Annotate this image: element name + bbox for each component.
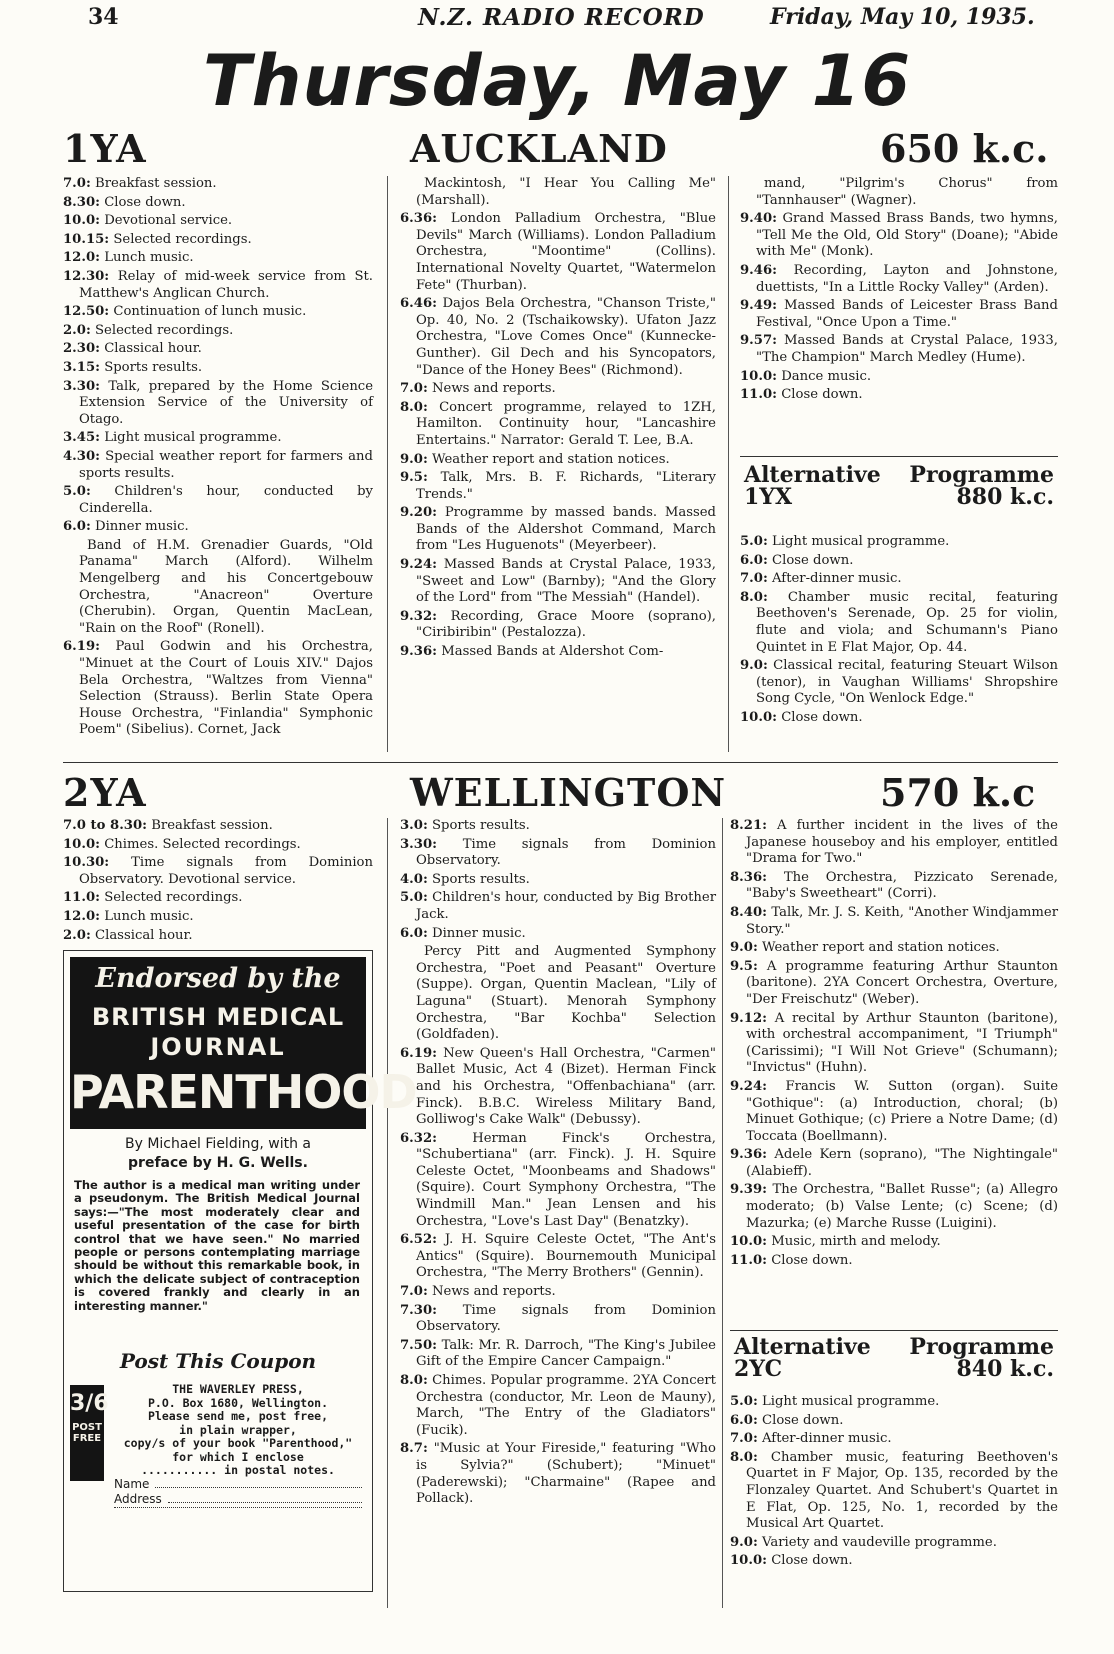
auckland-column-2 (400, 176, 716, 663)
programme-time: 9.5: (400, 470, 428, 486)
programme-description: Light musical programme. (104, 430, 282, 446)
programme-time: 9.20: (400, 505, 437, 521)
programme-entry (400, 296, 716, 379)
programme-time: 7.0: (740, 571, 768, 587)
programme-entry (730, 870, 1058, 903)
programme-entry (740, 571, 1058, 588)
programme-time: 3.15: (63, 359, 100, 375)
programme-entry (730, 1431, 1058, 1448)
programme-entry (400, 1131, 716, 1231)
programme-description: After-dinner music. (762, 1431, 892, 1447)
programme-entry (730, 1394, 1058, 1411)
programme-entry (740, 369, 1058, 386)
programme-time: 5.0: (740, 534, 768, 549)
programme-entry (730, 1079, 1058, 1145)
programme-description: Dinner music. (432, 925, 526, 941)
programme-description: A further incident in the lives of the Japanese houseboy and his employer, entitled "Drama for Two." (746, 818, 1058, 867)
programme-entry (400, 452, 716, 469)
programme-description: Lunch music. (104, 908, 194, 924)
programme-description: Massed Bands at Crystal Palace, 1933, "Sweet and Low" (Barnby); "And the Glory of the Lord" from "The Messiah" (Handel). (416, 557, 716, 606)
programme-entry (63, 323, 373, 340)
programme-entry (740, 710, 1058, 727)
programme-description: Selected recordings. (104, 890, 243, 906)
alt-rule-1yx (740, 456, 1058, 457)
programme-description: Sports results. (432, 818, 530, 833)
programme-entry (63, 855, 373, 888)
ad-banner (70, 957, 417, 1129)
programme-entry (730, 1182, 1058, 1232)
programme-time: 9.0: (730, 1534, 758, 1550)
programme-entry (63, 269, 373, 302)
programme-description: London Palladium Orchestra, "Blue Devils" March (Williams). London Palladium Orchestra, "Moontime" (Collins). International Novelty Quartet, "Watermelon Fete" (Thurban). (416, 211, 716, 293)
programme-time: 8.0: (400, 399, 428, 415)
programme-description: mand, "Pilgrim's Chorus" from "Tannhauser" (Wagner). (756, 176, 1058, 208)
programme-time: 9.57: (740, 333, 777, 349)
programme-description: Percy Pitt and Augmented Symphony Orchestra, "Poet and Peasant" Overture (Suppe). Organ, Quentin Maclean, "Lily of Laguna" (Stuart). Menorah Symphony Orchestra, "Bar Kochba" Selection (Goldfaden). (416, 944, 716, 1043)
city-wellington: WELLINGTON (410, 770, 727, 815)
programme-description: New Queen's Hall Orchestra, "Carmen" Ballet Music, Act 4 (Bizet). Herman Finck and his Orchestra, "Offenbachiana" (arr. Finck). B.B.C. Wireless Military Band, Golliwog's Cake Walk" (Debussy). (416, 1045, 716, 1128)
programme-description: Continuation of lunch music. (113, 304, 307, 320)
programme-description: Close down. (762, 1412, 844, 1428)
programme-description: Light musical programme. (762, 1394, 940, 1409)
programme-description: Dance music. (781, 368, 872, 384)
programme-time: 9.39: (730, 1182, 767, 1198)
section-rule (63, 762, 1058, 763)
programme-entry (740, 387, 1058, 404)
programme-entry (740, 211, 1058, 261)
programme-description: Chimes. Popular programme. 2YA Concert Orchestra (conductor, Mr. Leon de Mauny), March, "The Entry of the Gladiators" (Fucik). (416, 1373, 716, 1438)
ad-address-field-2[interactable] (114, 1507, 362, 1508)
programme-time: 9.36: (730, 1147, 767, 1163)
programme-time: 3.0: (400, 818, 428, 833)
ad-byline-2: preface by H. G. Wells. (128, 1155, 308, 1171)
programme-time: 8.21: (730, 818, 767, 833)
programme-description: Band of H.M. Grenadier Guards, "Old Panama" March (Alford). Wilhelm Mengelberg and his Concertgebouw Orchestra, "Anacreon" Overture (Cherubin). Organ, Quentin MacLean, "Rain on the Roof" (Ronell). (79, 537, 373, 636)
programme-entry (63, 430, 373, 447)
programme-time: 12.0: (63, 250, 100, 266)
programme-entry (730, 1450, 1058, 1533)
ad-byline-1: By Michael Fielding, with a (124, 1136, 311, 1152)
programme-time: 7.0: (63, 176, 91, 191)
ad-name-row (114, 1477, 362, 1492)
programme-description: Sports results. (432, 871, 530, 887)
wellington-column-1 (63, 818, 373, 946)
programme-time: 4.30: (63, 448, 100, 464)
programme-time: 9.36: (400, 644, 437, 660)
programme-time: 12.30: (63, 268, 110, 284)
programme-description: The Orchestra, Pizzicato Serenade, "Baby's Sweetheart" (Corri). (746, 869, 1058, 902)
programme-entry (63, 250, 373, 267)
programme-description: Dinner music. (95, 519, 189, 535)
ad-address-row (114, 1492, 362, 1507)
programme-entry (63, 176, 373, 193)
programme-entry (400, 837, 716, 870)
programme-description: News and reports. (432, 381, 556, 397)
ad-coupon-form (114, 1383, 362, 1478)
programme-time: 5.0: (730, 1394, 758, 1409)
programme-time: 8.36: (730, 869, 767, 885)
programme-time: 9.0: (400, 451, 428, 467)
ad-coupon-heading: Post This Coupon (119, 1349, 317, 1373)
ad-form-line: copy/s of your book "Parenthood," for which I enclose (123, 1436, 353, 1464)
programme-entry (63, 449, 373, 482)
programme-time: 8.0: (730, 1449, 758, 1465)
column-divider (722, 818, 723, 1608)
programme-description: Selected recordings. (113, 231, 252, 247)
programme-time: 10.0: (730, 1553, 767, 1569)
ad-endorsed: Endorsed by the (95, 963, 341, 994)
programme-entry (400, 381, 716, 398)
programme-entry (63, 837, 373, 854)
programme-entry (730, 1535, 1058, 1552)
programme-entry (740, 534, 1058, 551)
programme-description: Light musical programme. (772, 534, 950, 549)
programme-description: Recording, Grace Moore (soprano), "Ciribiribin" (Pestalozza). (416, 608, 716, 641)
programme-entry (63, 304, 373, 321)
programme-entry (400, 944, 716, 1044)
ad-form-line: P.O. Box 1680, Wellington. (147, 1395, 328, 1410)
programme-entry (63, 379, 373, 429)
page-number: 34 (88, 4, 119, 30)
programme-entry (63, 538, 373, 638)
programme-time: 9.32: (400, 608, 437, 624)
alt-programme-1yx (744, 462, 1054, 510)
programme-entry (400, 926, 716, 943)
programme-time: 9.0: (740, 658, 768, 674)
programme-description: Close down. (771, 1252, 853, 1268)
programme-time: 9.5: (730, 958, 758, 974)
alt-rule-2yc (730, 1330, 1058, 1331)
programme-time: 9.24: (400, 557, 437, 573)
column-divider (728, 176, 729, 752)
programme-time: 10.0: (63, 213, 100, 229)
programme-description: Time signals from Dominion Observatory. (416, 1302, 716, 1335)
alt-frequency-840: 840 k.c. (956, 1356, 1054, 1382)
programme-description: Close down. (772, 552, 854, 568)
programme-entry (740, 590, 1058, 656)
programme-description: Mackintosh, "I Hear You Calling Me" (Marshall). (416, 176, 716, 208)
programme-entry (730, 959, 1058, 1009)
programme-time: 9.46: (740, 262, 777, 278)
programme-time: 12.0: (63, 908, 100, 924)
programme-description: Weather report and station notices. (432, 451, 670, 467)
column-divider (387, 818, 388, 1608)
programme-description: The Orchestra, "Ballet Russe"; (a) Allegro moderato; (b) Valse Lente; (c) Scene; (d) Mazurka; (e) Marche Russe (Luigini). (746, 1182, 1058, 1231)
column-divider (387, 176, 388, 752)
programme-entry (63, 360, 373, 377)
wellington-column-2 (400, 818, 716, 1510)
programme-time: 8.30: (63, 194, 100, 210)
programme-description: Classical recital, featuring Steuart Wilson (tenor), in Vaughan Williams' Shropshire Song Cycle, "On Wenlock Edge." (756, 658, 1058, 707)
alt-station-1yx: 1YX (744, 484, 793, 510)
programme-time: 12.50: (63, 304, 110, 320)
day-title: Thursday, May 16 (202, 40, 912, 122)
ad-address-label: Address (114, 1492, 162, 1506)
programme-entry (730, 1234, 1058, 1251)
programme-time: 11.0: (740, 387, 777, 403)
programme-entry (400, 890, 716, 923)
alt-label: Alternative (734, 1334, 871, 1360)
programme-time: 6.32: (400, 1130, 437, 1146)
programme-entry (400, 400, 716, 450)
ad-post-free: POST FREE (72, 1422, 102, 1444)
ad-form-line: Please send me, post free, (147, 1409, 328, 1423)
programme-entry (730, 940, 1058, 957)
masthead: N.Z. RADIO RECORD (418, 4, 705, 31)
programme-description: Selected recordings. (95, 322, 234, 338)
programme-time: 2.0: (63, 322, 91, 338)
programme-entry (63, 232, 373, 249)
programme-entry (730, 905, 1058, 938)
programme-description: Time signals from Dominion Observatory. (416, 836, 716, 869)
programme-description: Close down. (104, 194, 186, 210)
programme-description: "Music at Your Fireside," featuring "Who is Sylvia?" (Schubert); "Minuet" (Paderewski); "Charmaine" (Rapee and Pollack). (416, 1441, 716, 1507)
station-call-1ya: 1YA (63, 126, 147, 171)
programme-time: 4.0: (400, 871, 428, 887)
wellington-column-3 (730, 818, 1058, 1271)
programme-time: 10.0: (740, 709, 777, 725)
programme-entry (63, 213, 373, 230)
programme-entry (400, 1303, 716, 1336)
programme-entry (400, 176, 716, 209)
programme-entry (730, 1413, 1058, 1430)
alt-1yx-listing (740, 534, 1058, 729)
programme-time: 9.24: (730, 1078, 767, 1094)
auckland-section-header (0, 126, 1114, 176)
programme-time: 7.0 to 8.30: (63, 818, 147, 833)
programme-time: 6.0: (730, 1412, 758, 1428)
programme-entry (740, 176, 1058, 209)
programme-description: Francis W. Sutton (organ). Suite "Gothique": (a) Introduction, choral; (b) Minuet Gothique; (c) Priere a Notre Dame; (d) Toccata (Boellmann). (746, 1078, 1058, 1144)
ad-address-row-2 (114, 1507, 362, 1512)
wellington-section-header (0, 770, 1114, 820)
programme-entry (400, 1441, 716, 1507)
programme-time: 8.7: (400, 1441, 428, 1457)
programme-description: Breakfast session. (95, 176, 217, 191)
programme-description: After-dinner music. (772, 571, 902, 587)
programme-description: Classical hour. (104, 341, 202, 357)
programme-description: Paul Godwin and his Orchestra, "Minuet at the Court of Louis XIV." Dajos Bela Orchestra, "Waltzes from Vienna" Selection (Strauss). Berlin State Opera House Orchestra, "Finlandia" Symphonic Poem" (Sibelius). Cornet, Jack (79, 639, 373, 738)
ad-address-field[interactable] (168, 1492, 362, 1503)
frequency-650: 650 k.c. (880, 126, 1049, 171)
programme-description: Classical hour. (95, 927, 193, 943)
programme-entry (740, 553, 1058, 570)
programme-time: 7.50: (400, 1337, 437, 1353)
programme-entry (400, 818, 716, 835)
programme-entry (63, 928, 373, 945)
programme-entry (740, 658, 1058, 708)
programme-entry (400, 644, 716, 661)
programme-time: 6.36: (400, 211, 437, 227)
programme-description: Massed Bands of Leicester Brass Band Festival, "Once Upon a Time." (756, 298, 1058, 330)
programme-description: Devotional service. (104, 213, 233, 229)
alt-label: Alternative (744, 462, 881, 488)
programme-time: 10.0: (740, 368, 777, 384)
programme-entry (740, 298, 1058, 331)
programme-description: Recording, Layton and Johnstone, duettists, "In a Little Rocky Valley" (Arden). (756, 262, 1058, 295)
programme-description: News and reports. (432, 1284, 556, 1300)
programme-time: 9.0: (730, 940, 758, 956)
programme-entry (63, 195, 373, 212)
programme-description: Chimes. Selected recordings. (104, 836, 301, 852)
alt-2yc-listing (730, 1394, 1058, 1572)
ad-price-badge (70, 1385, 109, 1481)
programme-entry (740, 263, 1058, 296)
ad-bmj-line2: JOURNAL (150, 1033, 286, 1061)
ad-form-line: ........... in postal notes. (141, 1463, 335, 1477)
programme-description: Adele Kern (soprano), "The Nightingale" (Alabieff). (746, 1147, 1058, 1179)
programme-time: 6.46: (400, 296, 437, 312)
programme-entry (63, 909, 373, 926)
ad-form-line: in plain wrapper, (179, 1422, 297, 1437)
programme-time: 10.0: (730, 1234, 767, 1250)
programme-time: 7.30: (400, 1302, 437, 1318)
programme-entry (730, 1553, 1058, 1570)
auckland-column-3 (740, 176, 1058, 406)
auckland-column-1 (63, 176, 373, 741)
ad-name-field[interactable] (155, 1477, 362, 1488)
programme-description: Close down. (781, 387, 863, 403)
programme-entry (730, 1011, 1058, 1077)
ad-bmj-line1: BRITISH MEDICAL (91, 1003, 345, 1031)
ad-book-title: PARENTHOOD (70, 1065, 417, 1119)
programme-description: Massed Bands at Crystal Palace, 1933, "The Champion" March Medley (Hume). (756, 333, 1058, 365)
programme-description: Relay of mid-week service from St. Matthew's Anglican Church. (79, 268, 373, 301)
programme-entry (400, 1373, 716, 1439)
programme-entry (400, 609, 716, 642)
programme-time: 3.30: (63, 378, 100, 394)
programme-entry (400, 211, 716, 294)
programme-time: 5.0: (400, 890, 428, 906)
programme-entry (400, 1338, 716, 1371)
programme-description: Breakfast session. (151, 818, 273, 833)
programme-description: Massed Bands at Aldershot Com- (441, 644, 664, 660)
alt-station-2yc: 2YC (734, 1356, 783, 1382)
programme-description: Concert programme, relayed to 1ZH, Hamilton. Continuity hour, "Lancashire Entertains." Narrator: Gerald T. Lee, B.A. (416, 399, 716, 448)
programme-description: Sports results. (104, 359, 203, 375)
programme-entry (400, 872, 716, 889)
programme-entry (730, 1253, 1058, 1270)
alt-frequency-880: 880 k.c. (956, 484, 1054, 510)
programme-entry (400, 1046, 716, 1129)
programme-time: 6.0: (400, 925, 428, 941)
programme-time: 6.0: (740, 552, 768, 568)
programme-time: 10.0: (63, 836, 100, 852)
programme-time: 7.0: (400, 1284, 428, 1300)
programme-description: Time signals from Dominion Observatory. Devotional service. (79, 855, 373, 887)
programme-time: 3.45: (63, 430, 100, 446)
programme-time: 6.19: (63, 639, 100, 655)
programme-entry (400, 557, 716, 607)
programme-time: 8.0: (400, 1373, 428, 1388)
programme-description: Special weather report for farmers and sports results. (79, 448, 373, 481)
programme-entry (730, 1147, 1058, 1180)
programme-time: 11.0: (730, 1252, 767, 1268)
programme-entry (740, 333, 1058, 366)
programme-description: Talk, Mrs. B. F. Richards, "Literary Trends." (416, 470, 716, 502)
city-auckland: AUCKLAND (410, 126, 668, 171)
alt-programme-2yc (734, 1334, 1054, 1382)
programme-description: Talk, prepared by the Home Science Extension Service of the University of Otago. (79, 378, 373, 427)
programme-entry (730, 818, 1058, 868)
ad-blurb: The author is a medical man writing under a pseudonym. The British Medical Journal says:—"The most moderately clear and useful presentation of the case for birth control that we have seen." No married people or persons contemplating marriage should be without this remarkable book, in which the delicate subject of contraception is covered frankly and clearly in an interesting manner." (74, 1178, 360, 1313)
programme-entry (400, 1232, 716, 1282)
programme-time: 7.0: (730, 1431, 758, 1447)
programme-description: Chamber music recital, featuring Beethoven's Serenade, Op. 25 for violin, flute and viola; and Schumann's Piano Quintet in E Flat Major, Op. 44. (756, 589, 1058, 655)
ad-coupon-fields (114, 1477, 362, 1512)
alt-programme-label: Programme (909, 462, 1054, 488)
programme-time: 2.0: (63, 927, 91, 943)
programme-description: Children's hour, conducted by Cinderella. (79, 484, 373, 516)
programme-description: Variety and vaudeville programme. (762, 1534, 997, 1550)
programme-description: Dajos Bela Orchestra, "Chanson Triste," Op. 40, No. 2 (Tschaikowsky). Ufaton Jazz Orchestra, "Love Comes Once" (Kunnecke-Gunther). Gil Dech and his Syncopators, "Dance of the Honey Bees" (Richmond). (416, 296, 716, 378)
programme-description: Chamber music, featuring Beethoven's Quartet in F Major, Op. 135, recorded by the Flonzaley Quartet. And Schubert's Quartet in E Flat, Op. 125, No. 1, recorded by the Musical Art Quartet. (746, 1449, 1058, 1532)
programme-description: Close down. (771, 1553, 853, 1569)
programme-time: 8.0: (740, 589, 768, 605)
programme-description: Close down. (781, 709, 863, 725)
programme-description: Children's hour, conducted by Big Brother Jack. (416, 890, 716, 922)
programme-time: 6.0: (63, 519, 91, 535)
programme-time: 5.0: (63, 484, 91, 500)
ad-price: 3/6 (70, 1391, 109, 1416)
programme-time: 10.15: (63, 231, 110, 247)
programme-time: 11.0: (63, 890, 100, 906)
programme-entry (63, 890, 373, 907)
programme-description: Programme by massed bands. Massed Bands of the Aldershot Command, March from "Les Huguenots" (Meyerbeer). (416, 505, 716, 554)
programme-entry (400, 1284, 716, 1301)
programme-entry (63, 341, 373, 358)
programme-time: 9.49: (740, 298, 777, 314)
programme-time: 3.30: (400, 836, 437, 852)
programme-time: 6.19: (400, 1045, 437, 1061)
programme-time: 7.0: (400, 381, 428, 397)
programme-description: J. H. Squire Celeste Octet, "The Ant's Antics" (Squire). Bournemouth Municipal Orchestra, "The Merry Brothers" (Gennin). (416, 1232, 716, 1281)
ad-form-line: THE WAVERLEY PRESS, (172, 1382, 304, 1396)
programme-description: A recital by Arthur Staunton (baritone), with orchestral accompaniment, "I Triumph" (Carissimi); "I Will Not Grieve" (Schumann); "Invictus" (Huhn). (746, 1010, 1058, 1076)
programme-entry (400, 505, 716, 555)
programme-description: Lunch music. (104, 250, 194, 266)
programme-description: Talk: Mr. R. Darroch, "The King's Jubilee Gift of the Empire Cancer Campaign." (416, 1337, 716, 1370)
programme-description: Music, mirth and melody. (771, 1234, 941, 1250)
page-header (0, 0, 1114, 36)
alt-programme-label: Programme (909, 1334, 1054, 1360)
issue-date: Friday, May 10, 1935. (770, 4, 1035, 30)
programme-description: Herman Finck's Orchestra, "Schubertiana" (arr. Finck). J. H. Squire Celeste Octet, "Moonbeams and Shadows" (Squire). Court Symphony Orchestra, "The Windmill Man." Jean Lensen and his Orchestra, "Love's Last Day" (Benatzky). (416, 1130, 716, 1229)
station-call-2ya: 2YA (63, 770, 147, 815)
programme-entry (63, 639, 373, 739)
programme-time: 6.52: (400, 1232, 437, 1248)
frequency-570: 570 k.c (880, 770, 1036, 815)
programme-description: Talk, Mr. J. S. Keith, "Another Windjammer Story." (746, 904, 1058, 937)
programme-time: 10.30: (63, 855, 110, 871)
programme-description: A programme featuring Arthur Staunton (baritone). 2YA Concert Orchestra, Overture, "Der Freischutz" (Weber). (746, 958, 1058, 1007)
programme-time: 9.40: (740, 211, 777, 227)
programme-description: Grand Massed Brass Bands, two hymns, "Tell Me the Old, Old Story" (Doane); "Abide with Me" (Monk). (756, 211, 1058, 260)
programme-time: 2.30: (63, 341, 100, 357)
programme-time: 8.40: (730, 904, 767, 920)
ad-byline (74, 1135, 362, 1173)
ad-name-label: Name (114, 1477, 150, 1491)
programme-description: Weather report and station notices. (762, 940, 1000, 956)
programme-entry (63, 484, 373, 517)
programme-entry (63, 818, 373, 835)
programme-entry (400, 470, 716, 503)
programme-time: 9.12: (730, 1010, 767, 1026)
programme-entry (63, 519, 373, 536)
